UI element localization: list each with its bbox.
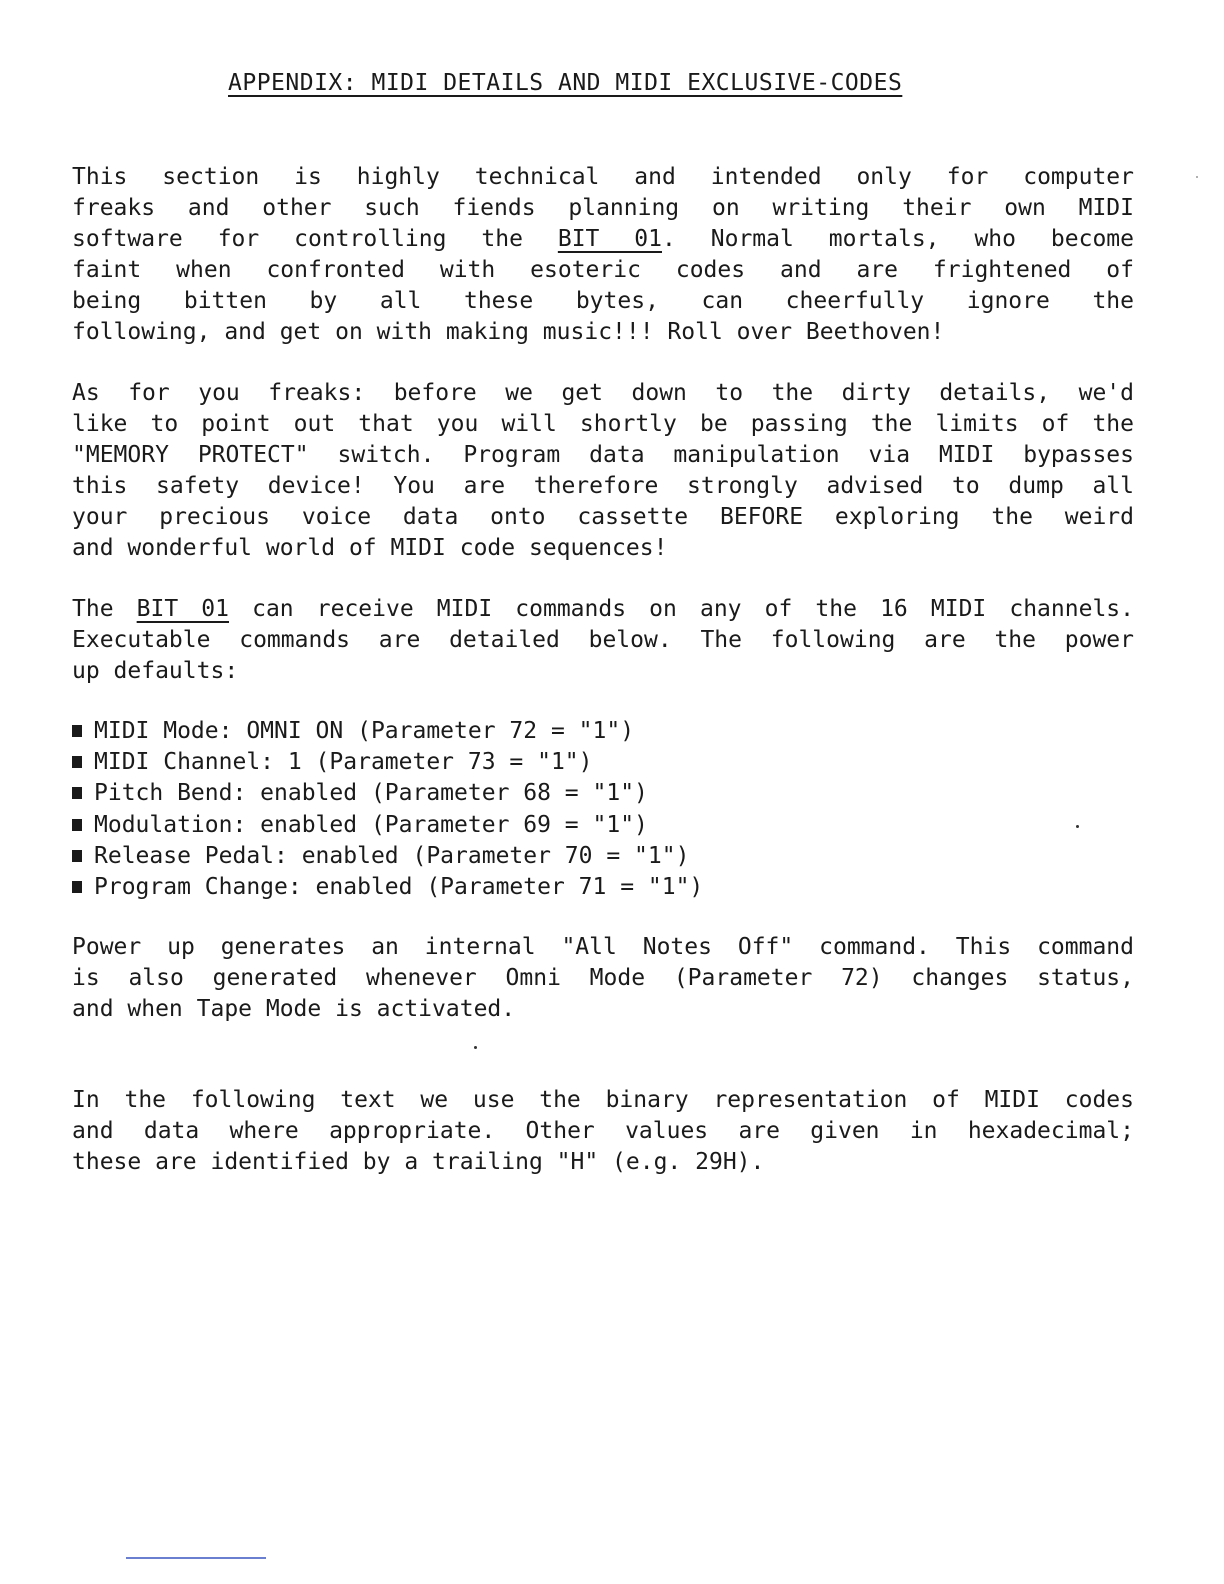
footer-rule [126,1557,266,1559]
text-line: This section is highly technical and intended only for computer [72,164,1134,190]
text-line: and when Tape Mode is activated. [72,996,516,1022]
text-line [72,224,1134,255]
text-line: following, and get on with making music!!! Roll over Beethoven! [72,319,945,345]
text-line: freaks and other such fiends planning on writing their own MIDI [72,195,1134,221]
list-item-text: MIDI Channel: 1 (Parameter 73 = "1") [94,749,593,776]
text-line: As for you freaks: before we get down to the dirty details, we'd [72,380,1134,406]
text-line: up defaults: [72,658,239,684]
list-item [72,810,1134,841]
text-line: and wonderful world of MIDI code sequences! [72,535,668,561]
bullet-square-icon [72,787,82,799]
text-line: In the following text we use the binary representation of MIDI codes [72,1087,1134,1113]
list-item-text: Release Pedal: enabled (Parameter 70 = "1") [94,842,690,869]
text-run: The [72,596,137,622]
scan-speck [1076,825,1079,828]
product-name: BIT 01 [557,226,662,252]
text-line: this safety device! You are therefore strongly advised to dump all [72,473,1134,499]
bullet-square-icon [72,725,82,737]
text-line [72,594,1134,625]
power-up-defaults-list [72,716,1134,903]
warning-paragraph [72,378,1134,564]
list-item [72,841,1134,872]
text-line: "MEMORY PROTECT" switch. Program data manipulation via MIDI bypasses [72,442,1134,468]
text-run: can receive MIDI commands on any of the 16 MIDI channels. [229,596,1134,622]
text-line: Power up generates an internal "All Notes Off" command. This command [72,934,1134,960]
notation-paragraph [72,1085,1134,1178]
list-item [72,778,1134,809]
channels-paragraph [72,594,1134,687]
list-item-text: Modulation: enabled (Parameter 69 = "1") [94,811,648,838]
bullet-square-icon [72,756,82,768]
product-name: BIT 01 [136,596,229,622]
scan-speck [1196,176,1198,178]
intro-paragraph [72,162,1134,348]
bullet-square-icon [72,881,82,893]
list-item [72,747,1134,778]
text-run: . Normal mortals, who become [662,226,1134,252]
bullet-square-icon [72,850,82,862]
text-line: being bitten by all these bytes, can cheerfully ignore the [72,288,1134,314]
list-item [72,716,1134,747]
bullet-square-icon [72,819,82,831]
list-item-text: Program Change: enabled (Parameter 71 = "1") [94,873,704,900]
text-line: like to point out that you will shortly be passing the limits of the [72,411,1134,437]
text-run: software for controlling the [72,226,558,252]
text-line: your precious voice data onto cassette BEFORE exploring the weird [72,504,1134,530]
text-line: Executable commands are detailed below. The following are the power [72,627,1134,653]
list-item-text: Pitch Bend: enabled (Parameter 68 = "1") [94,780,648,807]
text-line: faint when confronted with esoteric codes and are frightened of [72,257,1134,283]
text-line: and data where appropriate. Other values are given in hexadecimal; [72,1118,1134,1144]
power-up-paragraph [72,932,1134,1025]
list-item [72,872,1134,903]
text-line: is also generated whenever Omni Mode (Parameter 72) changes status, [72,965,1134,991]
page-title: APPENDIX: MIDI DETAILS AND MIDI EXCLUSIVE-CODES [228,70,903,96]
text-line: these are identified by a trailing "H" (e.g. 29H). [72,1149,765,1175]
list-item-text: MIDI Mode: OMNI ON (Parameter 72 = "1") [94,718,635,744]
scan-speck [474,1046,477,1049]
